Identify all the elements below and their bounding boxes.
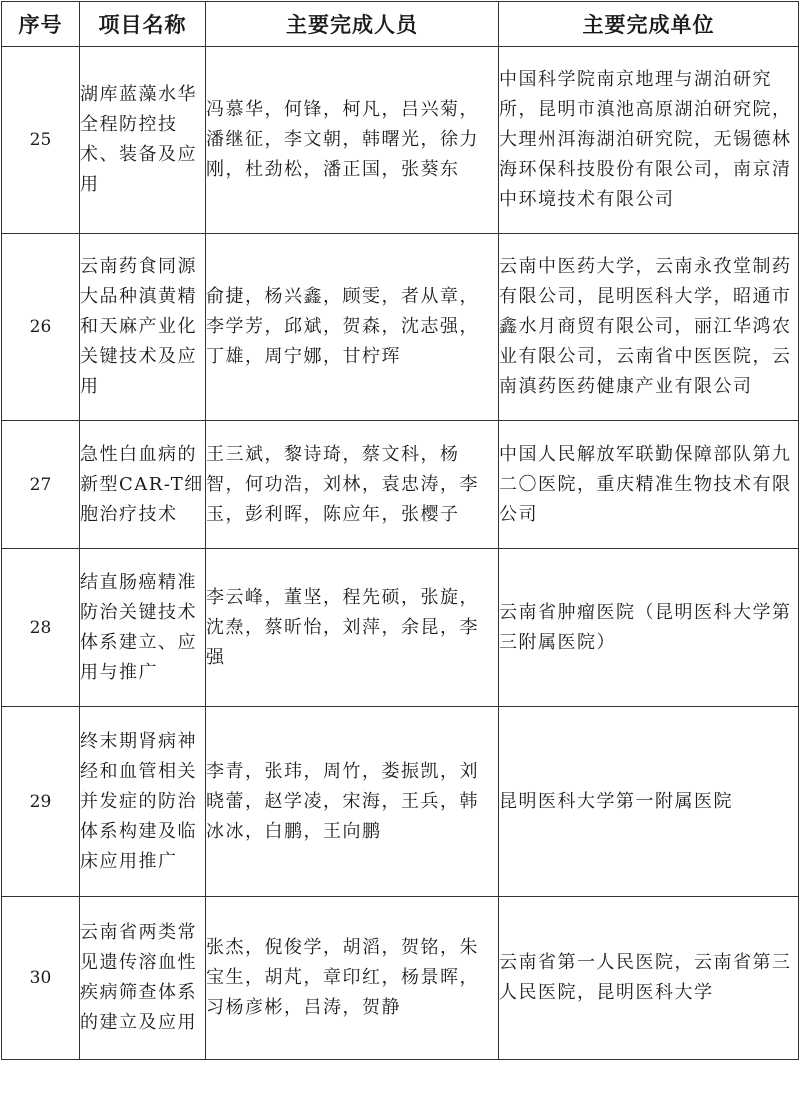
main-people: 王三斌，黎诗琦，蔡文科，杨智，何功浩，刘林，袁忠涛，李玉，彭利晖，陈应年，张樱子 [206,421,499,549]
row-number: 30 [2,897,80,1060]
row-number: 29 [2,707,80,897]
header-no: 序号 [2,2,80,47]
table-row [2,421,799,549]
table-row [2,47,799,234]
row-number: 26 [2,234,80,421]
main-people: 张杰，倪俊学，胡滔，贺铭，朱宝生，胡芃，章印红，杨景晖，习杨彦彬，吕涛，贺静 [206,897,499,1060]
project-name: 终末期肾病神经和血管相关并发症的防治体系构建及临床应用推广 [80,707,206,897]
main-people: 李云峰，董坚，程先硕，张旋，沈焘，蔡昕怡，刘萍，余昆，李强 [206,549,499,707]
main-unit: 中国人民解放军联勤保障部队第九二〇医院，重庆精准生物技术有限公司 [499,421,799,549]
table-header-row [2,2,799,47]
main-people: 冯慕华，何锋，柯凡，吕兴菊，潘继征，李文朝，韩曙光，徐力刚，杜劲松，潘正国，张葵东 [206,47,499,234]
main-people: 俞捷，杨兴鑫，顾雯，者从章，李学芳，邱斌，贺森，沈志强，丁雄，周宁娜，甘柠珲 [206,234,499,421]
project-name: 结直肠癌精准防治关键技术体系建立、应用与推广 [80,549,206,707]
main-unit: 云南省第一人民医院，云南省第三人民医院，昆明医科大学 [499,897,799,1060]
header-project-name: 项目名称 [80,2,206,47]
main-unit: 昆明医科大学第一附属医院 [499,707,799,897]
main-unit: 云南省肿瘤医院（昆明医科大学第三附属医院） [499,549,799,707]
main-people: 李青，张玮，周竹，娄振凯，刘晓蕾，赵学凌，宋海，王兵，韩冰冰，白鹏，王向鹏 [206,707,499,897]
table-row [2,897,799,1060]
project-name: 云南省两类常见遗传溶血性疾病筛查体系的建立及应用 [80,897,206,1060]
table-row [2,234,799,421]
project-name: 急性白血病的新型CAR-T细胞治疗技术 [80,421,206,549]
row-number: 28 [2,549,80,707]
project-name: 湖库蓝藻水华全程防控技术、装备及应用 [80,47,206,234]
row-number: 25 [2,47,80,234]
table-row [2,707,799,897]
main-unit: 中国科学院南京地理与湖泊研究所，昆明市滇池高原湖泊研究院，大理州洱海湖泊研究院，无锡德林海环保科技股份有限公司，南京清中环境技术有限公司 [499,47,799,234]
table-row [2,549,799,707]
header-main-people: 主要完成人员 [206,2,499,47]
project-name: 云南药食同源大品种滇黄精和天麻产业化关键技术及应用 [80,234,206,421]
awards-table [1,1,799,1060]
row-number: 27 [2,421,80,549]
main-unit: 云南中医药大学，云南永孜堂制药有限公司，昆明医科大学，昭通市鑫水月商贸有限公司，丽江华鸿农业有限公司，云南省中医医院，云南滇药医药健康产业有限公司 [499,234,799,421]
header-main-unit: 主要完成单位 [499,2,799,47]
